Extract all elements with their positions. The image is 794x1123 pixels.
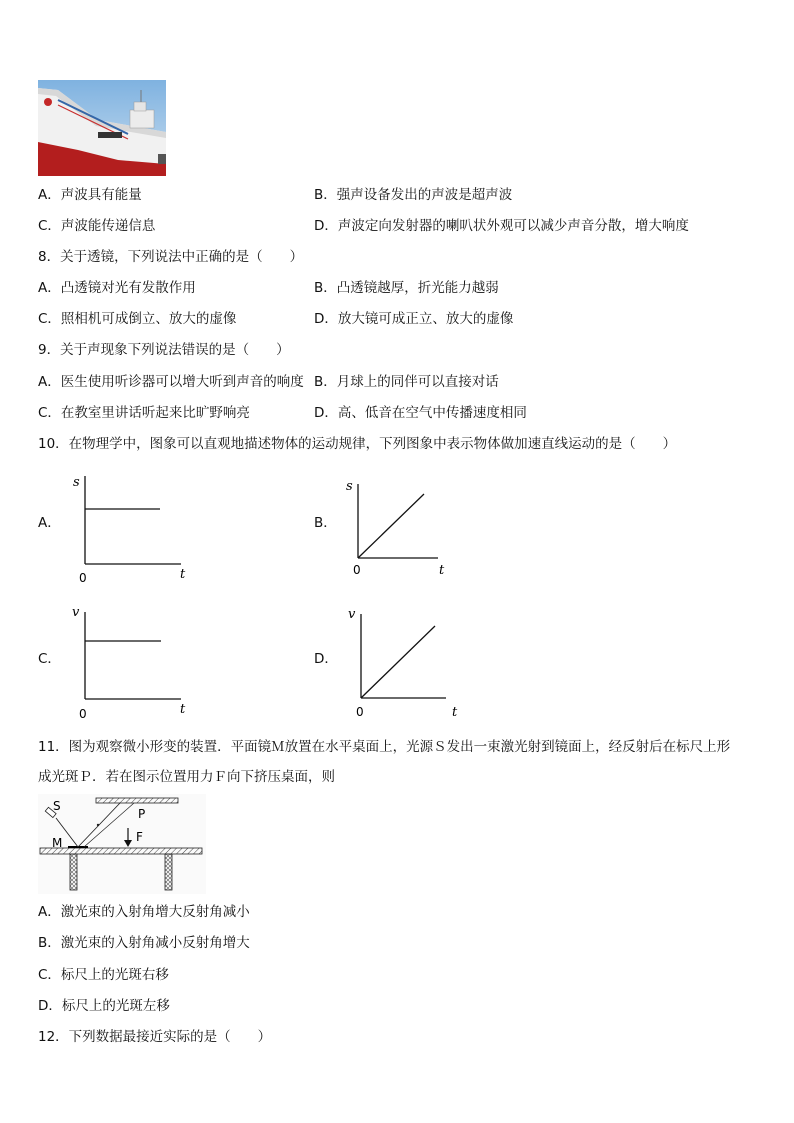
q11-stem-line1: 11．图为观察微小形变的装置．平面镜Ｍ放置在水平桌面上，光源Ｓ发出一束激光射到镜面上，经反射后在标尺上形 (38, 739, 731, 755)
q7-option-d: D．声波定向发射器的喇叭状外观可以减少声音分散，增大响度 (314, 218, 689, 234)
q8-option-b: B．凸透镜越厚，折光能力越弱 (314, 280, 499, 296)
q10-graph-b (342, 474, 454, 582)
graph-d-ylabel: v (348, 607, 356, 622)
graph-c-xlabel: t (180, 702, 186, 717)
ship-photo (38, 80, 166, 176)
graph-d-xlabel: t (452, 705, 458, 720)
q11-figure (38, 794, 206, 894)
table-top (40, 848, 202, 854)
label-m: M (52, 836, 63, 850)
q8-option-d: D．放大镜可成正立、放大的虚像 (314, 311, 514, 327)
graph-c-origin: 0 (79, 707, 87, 721)
q10-graph-d (342, 602, 466, 722)
q8-option-a: A．凸透镜对光有发散作用 (38, 280, 196, 296)
q8-stem: 8．关于透镜，下列说法中正确的是（ ） (38, 249, 304, 265)
q12-stem: 12．下列数据最接近实际的是（ ） (38, 1029, 272, 1045)
q9-option-d: D．高、低音在空气中传播速度相同 (314, 405, 527, 421)
table-leg-left (70, 854, 77, 890)
q9-option-a: A．医生使用听诊器可以增大听到声音的响度 (38, 374, 304, 390)
label-f: F (136, 830, 143, 844)
graph-b-origin: 0 (353, 563, 361, 577)
q11-option-b: B．激光束的入射角减小反射角增大 (38, 935, 250, 951)
graph-a-origin: 0 (79, 571, 87, 585)
q11-option-c: C．标尺上的光斑右移 (38, 967, 169, 983)
q7-option-a: A．声波具有能量 (38, 187, 142, 203)
q11-stem-line2: 成光斑Ｐ．若在图示位置用力Ｆ向下挤压桌面，则 (38, 769, 335, 785)
table-leg-right (165, 854, 172, 890)
q9-option-c: C．在教室里讲话听起来比旷野响亮 (38, 405, 250, 421)
graph-b-xlabel: t (439, 563, 445, 578)
q7-option-b: B．强声设备发出的声波是超声波 (314, 187, 513, 203)
q10-graph-a (68, 468, 198, 586)
q10-option-a-label: A． (38, 515, 61, 531)
q7-option-c: C．声波能传递信息 (38, 218, 156, 234)
q10-graph-c (68, 602, 198, 722)
label-s: S (53, 799, 61, 813)
graph-d-origin: 0 (356, 705, 364, 719)
q9-stem: 9．关于声现象下列说法错误的是（ ） (38, 342, 290, 358)
q9-option-b: B．月球上的同伴可以直接对话 (314, 374, 499, 390)
q10-option-b-label: B． (314, 515, 337, 531)
q8-option-c: C．照相机可成倒立、放大的虚像 (38, 311, 237, 327)
graph-c-ylabel: v (72, 605, 80, 620)
graph-d-plot-line (361, 626, 435, 698)
graph-a-ylabel: s (73, 475, 80, 490)
q11-option-d: D．标尺上的光斑左移 (38, 998, 170, 1014)
label-p: P (138, 807, 146, 821)
q10-option-d-label: D． (314, 651, 338, 667)
q10-option-c-label: C． (38, 651, 61, 667)
graph-a-xlabel: t (180, 567, 186, 582)
q10-stem: 10．在物理学中，图象可以直观地描述物体的运动规律，下列图象中表示物体做加速直线运动的是（ ） (38, 436, 677, 452)
q11-option-a: A．激光束的入射角增大反射角减小 (38, 904, 250, 920)
graph-b-plot-line (358, 494, 424, 558)
ruler (96, 798, 178, 803)
graph-b-ylabel: s (346, 479, 353, 494)
